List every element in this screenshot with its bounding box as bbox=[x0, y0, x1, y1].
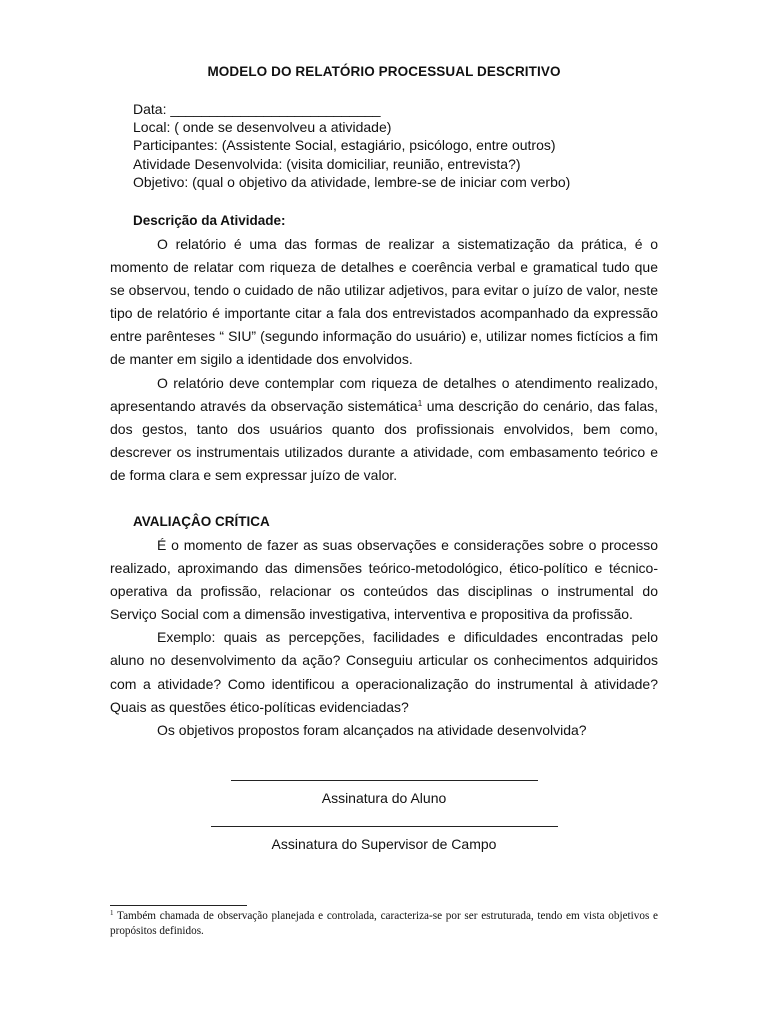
signature-line-aluno bbox=[231, 780, 538, 781]
paragraph: O relatório é uma das formas de realizar a sistematização da prática, é o momento de relatar com riqueza de detalhes e coerência verbal e gramatical tudo que se observou, tendo o cuidado de não utilizar adjetivos, para evitar o juízo de valor, neste tipo de relatório é importante citar a fala dos entrevistados acompanhado da expressão entre parênteses “ SIU” (segundo informação do usuário) e, utilizar nomes fictícios a fim de manter em sigilo a identidade dos envolvidos. bbox=[110, 236, 658, 368]
field-participantes: Participantes: (Assistente Social, estagiário, psicólogo, entre outros) bbox=[133, 137, 556, 154]
report-header-fields bbox=[133, 100, 570, 191]
section-heading-descricao: Descrição da Atividade: bbox=[133, 213, 286, 228]
document-title: MODELO DO RELATÓRIO PROCESSUAL DESCRITIVO bbox=[207, 64, 561, 79]
footnote bbox=[110, 909, 658, 939]
section-body-avaliacao bbox=[110, 534, 658, 742]
paragraph-text: O relatório deve contemplar com riqueza de detalhes o atendimento realizado, apresentando através da observação sistemática bbox=[110, 374, 658, 414]
signature-label-aluno: Assinatura do Aluno bbox=[321, 790, 447, 806]
signature-line-supervisor bbox=[211, 826, 558, 827]
field-data: Data: ___________________________ bbox=[133, 101, 381, 117]
paragraph: Exemplo: quais as percepções, facilidades e dificuldades encontradas pelo aluno no desenvolvimento da ação? Conseguiu articular os conhecimentos adquiridos com a atividade? Como identificou a operacionalização do instrumental à atividade? Quais as questões ético-políticas evidenciadas? bbox=[110, 629, 658, 715]
paragraph-text: uma descrição do cenário, das falas, dos gestos, tanto dos usuários quanto dos profissionais envolvidos, bem como, descrever os instrumentais utilizados durante a atividade, com embasamento teórico e de forma clara e sem expressar juízo de valor. bbox=[110, 397, 658, 483]
footnote-separator bbox=[110, 905, 247, 906]
field-local: Local: ( onde se desenvolveu a atividade) bbox=[133, 119, 392, 136]
paragraph: É o momento de fazer as suas observações e considerações sobre o processo realizado, aproximando das dimensões teórico-metodológico, ético-político e técnico-operativa da profissão, relacionar os conteúdos das disciplinas o instrumental do Serviço Social com a dimensão investigativa, interventiva e propositiva da profissão. bbox=[110, 537, 658, 623]
footnote-text: Também chamada de observação planejada e controlada, caracteriza-se por ser estruturada, tendo em vista objetivos e propósitos definidos. bbox=[110, 910, 658, 937]
paragraph bbox=[110, 372, 658, 487]
signature-label-supervisor: Assinatura do Supervisor de Campo bbox=[271, 836, 497, 852]
section-heading-avaliacao: AVALIAÇÂO CRÍTICA bbox=[133, 514, 270, 529]
footnote-reference: 1 bbox=[417, 398, 423, 408]
section-body-descricao bbox=[110, 233, 658, 487]
field-objetivo: Objetivo: (qual o objetivo da atividade, lembre-se de iniciar com verbo) bbox=[133, 173, 571, 190]
paragraph: Os objetivos propostos foram alcançados na atividade desenvolvida? bbox=[157, 721, 587, 738]
field-atividade: Atividade Desenvolvida: (visita domiciliar, reunião, entrevista?) bbox=[133, 155, 521, 172]
footnote-marker: 1 bbox=[110, 909, 114, 917]
